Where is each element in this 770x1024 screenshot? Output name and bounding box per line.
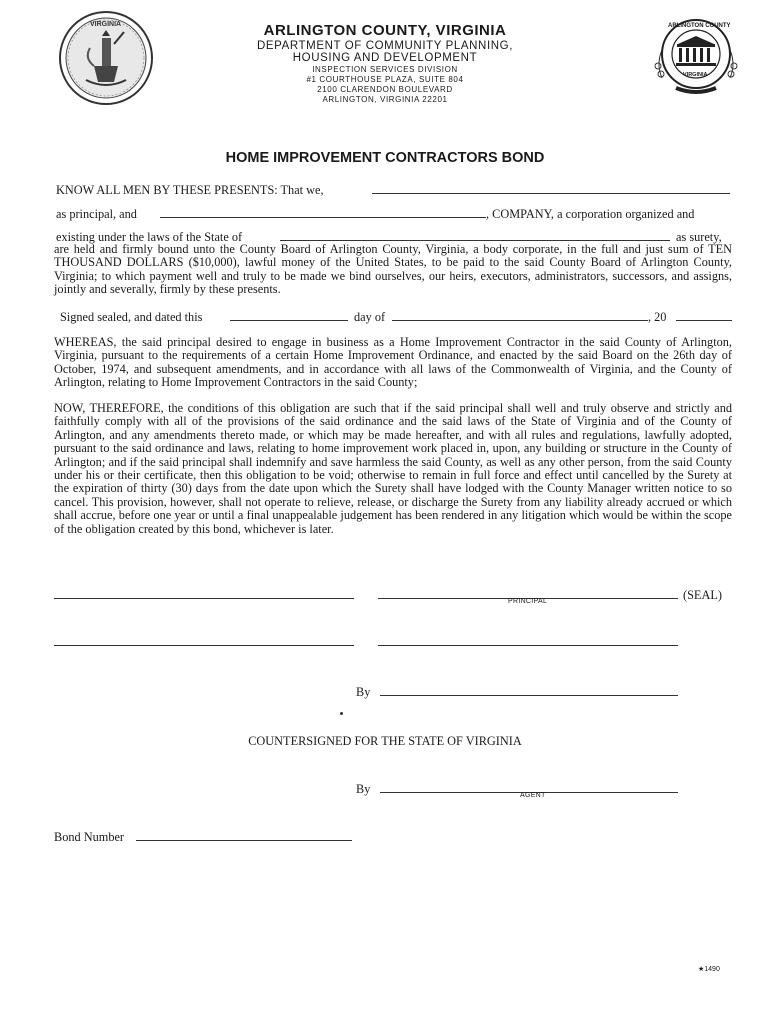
- seal-label: (SEAL): [683, 588, 722, 602]
- whereas-paragraph: WHEREAS, the said principal desired to engage in business as a Home Improvement Contractor in the said County of Arlington, Virginia, pursuant to the requirements of a certain Home Improvement Ordinance, and enacted by the said Board on the 26th day of October, 1974, and subsequent amendments, and in accordance with all laws of the Commonwealth of Virginia, and the County of Arlington, relating to Home Improvement Contractors in the said County;: [54, 335, 732, 390]
- form-number: ★1490: [698, 966, 720, 973]
- principal-name-field[interactable]: [372, 193, 730, 194]
- company-text: , COMPANY, a corporation organized and: [486, 207, 695, 221]
- department-line-2: HOUSING AND DEVELOPMENT: [292, 52, 478, 64]
- existing-text: existing under the laws of the State of: [56, 230, 243, 244]
- countersigned-heading: COUNTERSIGNED FOR THE STATE OF VIRGINIA: [248, 734, 522, 748]
- day-of-text: day of: [354, 310, 386, 324]
- now-therefore-paragraph: NOW, THEREFORE, the conditions of this obligation are such that if the said principal shall well and truly observe and strictly and faithfully comply with all of the provisions of the said ordinance and the said laws of the State of Virginia and of the County of Arlington, and any amendments thereto made, or which may be made hereafter, and with all rules and regulations, lawfully adopted, pursuant to the said ordinance and laws, relating to home improvement work placed in, upon, any building or structure in the County of Arlington; and if the said principal shall indemnify and save harmless the said County, as well as any other person, from the said County under his or their certificate, then this obligation to be void; otherwise to remain in full force and effect until cancelled by the Surety at the expiration of thirty (30) days from the date upon which the Surety shall have lodged with the County Manager written notice to so cancel. This provision, however, shall not operate to relieve, release, or discharge the Surety from any liability already accrued or which shall accrue, before one year or until a final unappealable judgement has been rendered in any litigation which would be within the scope of the obligation created by this bond, whichever is later.: [54, 401, 732, 536]
- address-line-1: #1 COURTHOUSE PLAZA, SUITE 804: [306, 75, 464, 84]
- by-signature-line-1[interactable]: [380, 695, 678, 696]
- left-signature-line-2[interactable]: [54, 645, 354, 646]
- document-title: HOME IMPROVEMENT CONTRACTORS BOND: [225, 150, 545, 166]
- right-seal-bottom-text: VIRGINIA: [683, 72, 708, 78]
- principal-label: PRINCIPAL: [508, 598, 548, 605]
- surety-company-field[interactable]: [160, 217, 486, 218]
- department-line-1: DEPARTMENT OF COMMUNITY PLANNING,: [257, 40, 513, 52]
- as-principal-text: as principal, and: [56, 207, 137, 221]
- state-field[interactable]: [280, 240, 670, 241]
- division-line: INSPECTION SERVICES DIVISION: [312, 65, 458, 74]
- left-seal-text: VIRGINIA: [90, 21, 122, 28]
- county-heading: ARLINGTON COUNTY, VIRGINIA: [263, 22, 507, 39]
- know-all-text: KNOW ALL MEN BY THESE PRESENTS: That we,: [56, 183, 324, 197]
- mark-dot: [340, 712, 343, 715]
- bond-number-label: Bond Number: [54, 830, 125, 844]
- year-field[interactable]: [676, 320, 732, 321]
- left-signature-line-1[interactable]: [54, 598, 354, 599]
- day-field[interactable]: [230, 320, 348, 321]
- bond-number-field[interactable]: [136, 840, 352, 841]
- as-surety-text: as surety,: [676, 230, 722, 244]
- bound-paragraph: are held and firmly bound unto the County Board of Arlington County, Virginia, a body corporate, in the full and just sum of TEN THOUSAND DOLLARS ($10,000), lawful money of the United States, to be paid to the said County Board of Arlington County, Virginia; to which payment well and truly to be made we bind ourselves, our heirs, executors, administrators, successors, and assigns, jointly and severally, firmly by these presents.: [54, 242, 732, 297]
- right-seal-top-text: ARLINGTON COUNTY: [668, 23, 731, 29]
- month-field[interactable]: [392, 320, 648, 321]
- agent-label: AGENT: [520, 792, 546, 799]
- by-label-2: By: [356, 782, 371, 796]
- by-label-1: By: [356, 685, 371, 699]
- right-signature-line-2[interactable]: [378, 645, 678, 646]
- signed-text: Signed sealed, and dated this: [60, 310, 203, 324]
- year-prefix-text: , 20: [648, 310, 667, 324]
- address-line-3: ARLINGTON, VIRGINIA 22201: [322, 95, 448, 104]
- address-line-2: 2100 CLARENDON BOULEVARD: [317, 85, 453, 94]
